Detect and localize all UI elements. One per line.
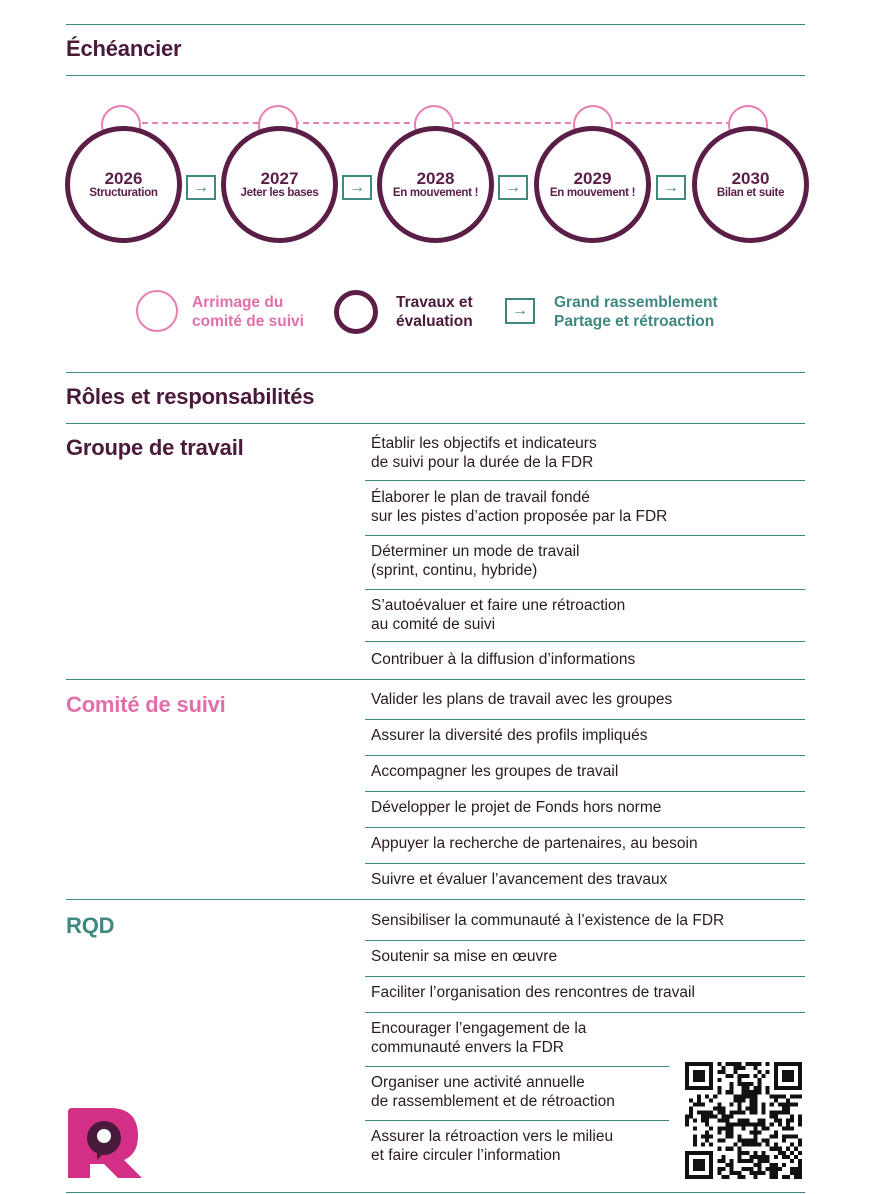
task-divider [365, 863, 805, 864]
task-item: Contribuer à la diffusion d’informations [371, 651, 636, 668]
legend-gathering-label: Grand rassemblement Partage et rétroaction [554, 294, 718, 330]
arrow-right-icon: → [498, 175, 528, 200]
group-rule [66, 679, 805, 680]
roles-rule [66, 423, 805, 424]
year-label: Structuration [89, 186, 158, 199]
legend-followup-label: Arrimage du comité de suivi [192, 294, 304, 330]
task-item: Assurer la rétroaction vers le milieu et faire circuler l’information [371, 1128, 614, 1164]
bottom-rule [66, 1192, 805, 1193]
task-divider [365, 719, 805, 720]
rqd-logo [66, 1106, 146, 1178]
task-divider [365, 480, 805, 481]
arrow-right-icon: → [342, 175, 372, 200]
legend-work-label: Travaux et évaluation [396, 294, 473, 330]
year-number: 2030 [731, 168, 770, 188]
task-divider [365, 589, 805, 590]
year-2026-circle [65, 126, 182, 243]
year-number: 2028 [416, 168, 455, 188]
task-divider [365, 940, 805, 941]
year-label: En mouvement ! [392, 186, 479, 199]
task-item: Organiser une activité annuelle de rassemblement et de rétroaction [371, 1074, 615, 1110]
arrow-right-icon: → [656, 175, 686, 200]
echeancier-title: Échéancier [66, 36, 182, 61]
year-number: 2026 [104, 168, 143, 188]
task-divider [365, 1120, 669, 1121]
task-item: Soutenir sa mise en œuvre [371, 948, 558, 965]
arrow-right-icon: → [505, 298, 535, 324]
task-item: Valider les plans de travail avec les groupes [371, 691, 673, 708]
group-title-rqd: RQD [66, 913, 115, 938]
year-label: En mouvement ! [549, 186, 636, 199]
task-item: S’autoévaluer et faire une rétroaction au comité de suivi [371, 597, 626, 633]
group-title-comite-de-suivi: Comité de suivi [66, 692, 226, 717]
year-label: Bilan et suite [716, 186, 785, 199]
task-item: Appuyer la recherche de partenaires, au besoin [371, 835, 698, 852]
top-rule [66, 24, 805, 25]
task-divider [365, 1012, 805, 1013]
year-label: Jeter les bases [240, 186, 319, 199]
group-rule [66, 899, 805, 900]
task-item: Suivre et évaluer l’avancement des travaux [371, 871, 668, 888]
dark-circle-icon [334, 290, 378, 334]
task-divider [365, 976, 805, 977]
year-2030-circle [692, 126, 809, 243]
arrow-right-icon: → [186, 175, 216, 200]
task-item: Accompagner les groupes de travail [371, 763, 619, 780]
group-title-groupe-de-travail: Groupe de travail [66, 435, 244, 460]
task-divider [365, 535, 805, 536]
year-2028-circle [377, 126, 494, 243]
timeline [0, 100, 872, 260]
task-divider [365, 791, 805, 792]
year-2029-circle [534, 126, 651, 243]
task-item: Sensibiliser la communauté à l’existence de la FDR [371, 912, 725, 929]
task-divider [365, 755, 805, 756]
echeancier-rule [66, 75, 805, 76]
task-item: Faciliter l’organisation des rencontres de travail [371, 984, 695, 1001]
year-number: 2029 [573, 168, 612, 188]
task-item: Déterminer un mode de travail (sprint, continu, hybride) [371, 543, 580, 579]
legend [0, 288, 872, 338]
qr-code-icon [685, 1062, 802, 1179]
task-item: Assurer la diversité des profils impliqués [371, 727, 648, 744]
roles-top-rule [66, 372, 805, 373]
pink-circle-icon [136, 290, 178, 332]
task-divider [365, 1066, 669, 1067]
year-number: 2027 [260, 168, 299, 188]
task-item: Élaborer le plan de travail fondé sur les pistes d’action proposée par la FDR [371, 489, 668, 525]
roles-title: Rôles et responsabilités [66, 384, 315, 409]
task-item: Encourager l’engagement de la communauté envers la FDR [371, 1020, 587, 1056]
task-divider [365, 827, 805, 828]
task-item: Développer le projet de Fonds hors norme [371, 799, 662, 816]
year-2027-circle [221, 126, 338, 243]
task-divider [365, 641, 805, 642]
task-item: Établir les objectifs et indicateurs de suivi pour la durée de la FDR [371, 435, 597, 471]
